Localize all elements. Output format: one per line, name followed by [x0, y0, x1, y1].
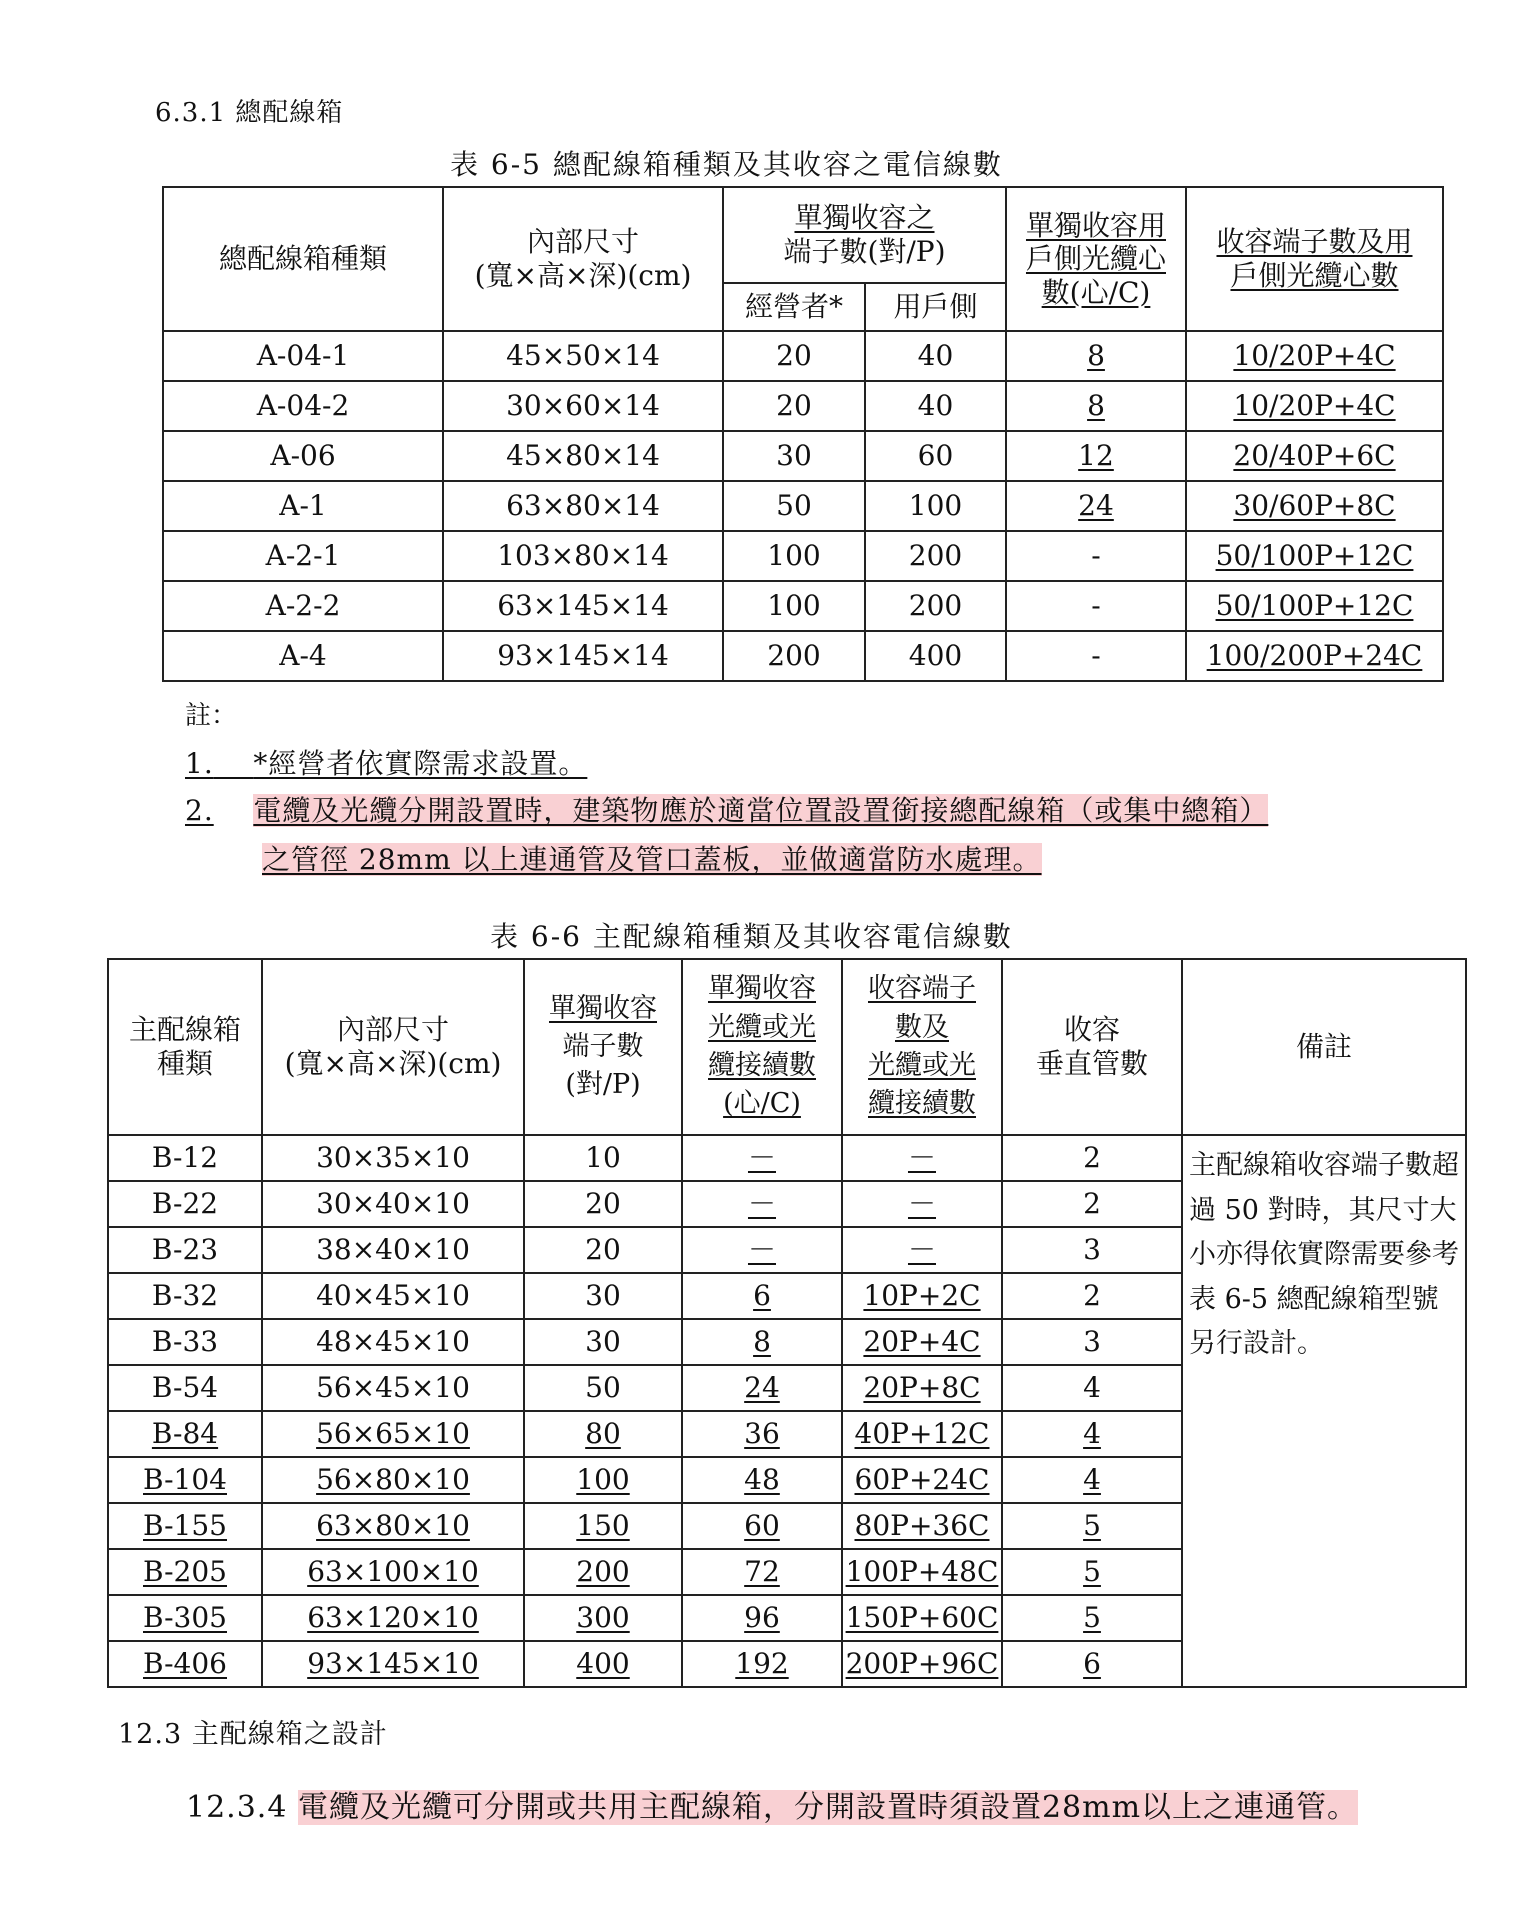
- note-1: [185, 742, 587, 782]
- note-2-number: 2.: [185, 794, 214, 827]
- t2-header-term-l2: 端子數: [562, 1030, 644, 1062]
- t2-cell-size: 30×40×10: [262, 1181, 524, 1227]
- t1-cell-type: A-04-1: [163, 331, 443, 381]
- t2-cell-fiber: 96: [682, 1595, 842, 1641]
- t1-cell-total: 10/20P+4C: [1186, 331, 1443, 381]
- t1-header-single: [723, 187, 1006, 283]
- t2-header-total-l1: 收容端子: [868, 973, 976, 1005]
- t1-cell-user: 400: [865, 631, 1006, 681]
- heading-12-3: 12.3 主配線箱之設計: [118, 1719, 388, 1750]
- t2-cell-fiber: －: [682, 1227, 842, 1273]
- t2-cell-total: －: [842, 1227, 1002, 1273]
- t1-cell-operator: 20: [723, 381, 865, 431]
- t2-header-pipe-l1: 收容: [1063, 1013, 1120, 1047]
- note-2-cont: [262, 838, 1042, 878]
- t1-cell-fiber: -: [1006, 581, 1186, 631]
- t2-header-type-l1: 主配線箱: [128, 1013, 241, 1047]
- t2-cell-size: 40×45×10: [262, 1273, 524, 1319]
- note-2-text-a: 電纜及光纜分開設置時，建築物應於適當位置設置銜接總配線箱（或集中總箱）: [253, 794, 1269, 827]
- t2-cell-total: 20P+4C: [842, 1319, 1002, 1365]
- t2-header-remark: 備註: [1182, 959, 1466, 1135]
- t2-cell-fiber: 36: [682, 1411, 842, 1457]
- t2-cell-pipe: 4: [1002, 1457, 1182, 1503]
- t2-cell-term: 50: [524, 1365, 682, 1411]
- t2-cell-fiber: 192: [682, 1641, 842, 1687]
- t1-cell-type: A-2-1: [163, 531, 443, 581]
- section-heading: 6.3.1 總配線箱: [155, 98, 344, 128]
- t1-cell-type: A-2-2: [163, 581, 443, 631]
- t2-cell-total: 150P+60C: [842, 1595, 1002, 1641]
- t1-cell-type: A-04-2: [163, 381, 443, 431]
- t2-cell-pipe: 5: [1002, 1503, 1182, 1549]
- t2-cell-size: 63×80×10: [262, 1503, 524, 1549]
- t2-header-total-l4: 纜接續數: [868, 1088, 976, 1120]
- t2-cell-total: 40P+12C: [842, 1411, 1002, 1457]
- t2-cell-term: 30: [524, 1273, 682, 1319]
- t1-cell-type: A-06: [163, 431, 443, 481]
- t1-header-total-l1: 收容端子數及用: [1216, 225, 1413, 259]
- t1-cell-fiber: 24: [1006, 481, 1186, 531]
- table-row: [108, 1135, 1466, 1181]
- t2-header-fiber-l2: 光纜或光: [708, 1011, 816, 1043]
- t2-cell-term: 20: [524, 1181, 682, 1227]
- t2-cell-type: B-155: [108, 1503, 262, 1549]
- note-2-text-b: 之管徑 28mm 以上連通管及管口蓋板，並做適當防水處理。: [262, 843, 1042, 876]
- t1-cell-total: 30/60P+8C: [1186, 481, 1443, 531]
- para-12-3-4: [186, 1782, 1358, 1826]
- t2-header-term-l3: (對/P): [565, 1069, 641, 1101]
- t2-header-total-l2: 數及: [895, 1011, 949, 1043]
- t1-cell-total: 20/40P+6C: [1186, 431, 1443, 481]
- t1-header-size-l1: 內部尺寸: [526, 225, 639, 259]
- t2-cell-term: 300: [524, 1595, 682, 1641]
- t2-cell-type: B-406: [108, 1641, 262, 1687]
- t2-cell-size: 93×145×10: [262, 1641, 524, 1687]
- t2-cell-type: B-205: [108, 1549, 262, 1595]
- t2-cell-term: 150: [524, 1503, 682, 1549]
- t2-header-term-l1: 單獨收容: [549, 992, 657, 1024]
- table1-caption: 表 6-5 總配線箱種類及其收容之電信線數: [450, 148, 1003, 181]
- t2-cell-total: 10P+2C: [842, 1273, 1002, 1319]
- t1-cell-type: A-4: [163, 631, 443, 681]
- t1-cell-total: 10/20P+4C: [1186, 381, 1443, 431]
- t1-cell-operator: 100: [723, 531, 865, 581]
- table2-caption: 表 6-6 主配線箱種類及其收容電信線數: [490, 920, 1013, 953]
- t2-cell-pipe: 2: [1002, 1135, 1182, 1181]
- t1-header-fiber-l3: 數(心/C): [1041, 275, 1151, 309]
- table-row: [163, 481, 1443, 531]
- t2-header-fiber-l3: 纜接續數: [708, 1050, 816, 1081]
- t2-cell-term: 400: [524, 1641, 682, 1687]
- t2-cell-type: B-12: [108, 1135, 262, 1181]
- t1-cell-user: 60: [865, 431, 1006, 481]
- t1-header-operator: 經營者*: [723, 283, 865, 331]
- t2-cell-pipe: 5: [1002, 1549, 1182, 1595]
- t2-cell-term: 80: [524, 1411, 682, 1457]
- t1-cell-operator: 50: [723, 481, 865, 531]
- t1-cell-user: 40: [865, 331, 1006, 381]
- t1-cell-size: 63×80×14: [443, 481, 723, 531]
- t1-cell-fiber: 12: [1006, 431, 1186, 481]
- t2-header-fiber-l4: (心/C): [723, 1088, 801, 1120]
- t2-cell-pipe: 5: [1002, 1595, 1182, 1641]
- t2-header-size: [262, 959, 524, 1135]
- t2-cell-term: 200: [524, 1549, 682, 1595]
- t1-cell-operator: 200: [723, 631, 865, 681]
- t2-cell-fiber: －: [682, 1181, 842, 1227]
- table-row: [163, 431, 1443, 481]
- t1-header-user: 用戶側: [865, 283, 1006, 331]
- t2-cell-size: 56×65×10: [262, 1411, 524, 1457]
- t1-cell-size: 45×80×14: [443, 431, 723, 481]
- t1-cell-operator: 100: [723, 581, 865, 631]
- t1-cell-size: 63×145×14: [443, 581, 723, 631]
- t2-cell-type: B-84: [108, 1411, 262, 1457]
- t2-cell-total: －: [842, 1181, 1002, 1227]
- t2-cell-type: B-54: [108, 1365, 262, 1411]
- notes-label: 註：: [185, 701, 238, 731]
- t2-cell-type: B-22: [108, 1181, 262, 1227]
- t1-cell-total: 50/100P+12C: [1186, 531, 1443, 581]
- t1-cell-user: 200: [865, 531, 1006, 581]
- table-row: [163, 631, 1443, 681]
- t2-cell-size: 30×35×10: [262, 1135, 524, 1181]
- t1-cell-fiber: -: [1006, 531, 1186, 581]
- t2-cell-total: 60P+24C: [842, 1457, 1002, 1503]
- t1-header-type: 總配線箱種類: [163, 187, 443, 331]
- t2-cell-term: 100: [524, 1457, 682, 1503]
- t2-cell-fiber: 48: [682, 1457, 842, 1503]
- t2-cell-size: 63×120×10: [262, 1595, 524, 1641]
- t1-cell-user: 40: [865, 381, 1006, 431]
- t2-cell-total: 20P+8C: [842, 1365, 1002, 1411]
- t1-cell-size: 103×80×14: [443, 531, 723, 581]
- t2-header-pipe-l2: 垂直管數: [1035, 1047, 1148, 1080]
- t2-remark-text: 主配線箱收容端子數超過 50 對時，其尺寸大小亦得依實際需要參考表 6-5 總配線箱型號另行設計。: [1182, 1135, 1466, 1687]
- t2-cell-total: 80P+36C: [842, 1503, 1002, 1549]
- table-row: [163, 331, 1443, 381]
- t2-header-term: [524, 959, 682, 1135]
- note-1-number: 1.: [185, 747, 214, 780]
- t2-cell-fiber: 72: [682, 1549, 842, 1595]
- t2-cell-pipe: 4: [1002, 1411, 1182, 1457]
- t2-cell-size: 56×45×10: [262, 1365, 524, 1411]
- t2-cell-size: 63×100×10: [262, 1549, 524, 1595]
- note-1-text: *經營者依實際需求設置。: [253, 747, 588, 780]
- t2-cell-type: B-33: [108, 1319, 262, 1365]
- table-row: [163, 531, 1443, 581]
- t2-cell-fiber: 6: [682, 1273, 842, 1319]
- t1-header-fiber-l1: 單獨收容用: [1025, 208, 1166, 242]
- t2-header-total-l3: 光纜或光: [868, 1050, 976, 1081]
- t2-cell-pipe: 6: [1002, 1641, 1182, 1687]
- t1-header-fiber: [1006, 187, 1186, 331]
- table2: [107, 958, 1467, 1688]
- t2-cell-term: 30: [524, 1319, 682, 1365]
- t2-cell-total: －: [842, 1135, 1002, 1181]
- t1-cell-type: A-1: [163, 481, 443, 531]
- t1-header-single-l2: 端子數(對/P): [783, 235, 946, 268]
- t2-cell-type: B-104: [108, 1457, 262, 1503]
- t2-cell-total: 100P+48C: [842, 1549, 1002, 1595]
- t2-header-size-l2: (寬×高×深)(cm): [284, 1047, 502, 1080]
- t2-cell-type: B-23: [108, 1227, 262, 1273]
- t1-cell-operator: 30: [723, 431, 865, 481]
- t1-cell-size: 45×50×14: [443, 331, 723, 381]
- t2-cell-pipe: 3: [1002, 1319, 1182, 1365]
- t2-cell-pipe: 2: [1002, 1273, 1182, 1319]
- t1-cell-fiber: 8: [1006, 331, 1186, 381]
- t2-cell-fiber: 60: [682, 1503, 842, 1549]
- t2-cell-size: 38×40×10: [262, 1227, 524, 1273]
- t2-cell-pipe: 3: [1002, 1227, 1182, 1273]
- t1-header-size: [443, 187, 723, 331]
- t1-header-fiber-l2: 戶側光纜心: [1025, 242, 1166, 276]
- para-12-3-4-number: 12.3.4: [186, 1790, 288, 1825]
- t2-cell-term: 10: [524, 1135, 682, 1181]
- t1-cell-total: 50/100P+12C: [1186, 581, 1443, 631]
- t1-cell-user: 200: [865, 581, 1006, 631]
- table-row: [163, 581, 1443, 631]
- t1-header-size-l2: (寬×高×深)(cm): [474, 259, 692, 292]
- t2-cell-fiber: 24: [682, 1365, 842, 1411]
- t1-cell-size: 30×60×14: [443, 381, 723, 431]
- t2-cell-size: 56×80×10: [262, 1457, 524, 1503]
- t1-cell-operator: 20: [723, 331, 865, 381]
- t2-cell-total: 200P+96C: [842, 1641, 1002, 1687]
- t2-header-pipe: [1002, 959, 1182, 1135]
- t2-cell-type: B-32: [108, 1273, 262, 1319]
- t1-cell-total: 100/200P+24C: [1186, 631, 1443, 681]
- t2-header-type-l2: 種類: [156, 1047, 213, 1080]
- t2-cell-type: B-305: [108, 1595, 262, 1641]
- note-2: [185, 789, 1268, 829]
- table-row: [163, 381, 1443, 431]
- t1-cell-user: 100: [865, 481, 1006, 531]
- t2-header-type: [108, 959, 262, 1135]
- t2-cell-pipe: 2: [1002, 1181, 1182, 1227]
- t2-cell-size: 48×45×10: [262, 1319, 524, 1365]
- t1-cell-fiber: -: [1006, 631, 1186, 681]
- t2-header-total: [842, 959, 1002, 1135]
- t2-header-fiber: [682, 959, 842, 1135]
- t1-header-total-l2: 戶側光纜心數: [1230, 259, 1399, 292]
- t2-cell-fiber: －: [682, 1135, 842, 1181]
- para-12-3-4-text: 電纜及光纜可分開或共用主配線箱，分開設置時須設置28mm以上之連通管。: [297, 1790, 1359, 1825]
- t1-cell-size: 93×145×14: [443, 631, 723, 681]
- t2-cell-pipe: 4: [1002, 1365, 1182, 1411]
- t2-cell-term: 20: [524, 1227, 682, 1273]
- t1-header-total: [1186, 187, 1443, 331]
- t2-cell-fiber: 8: [682, 1319, 842, 1365]
- table1: [162, 186, 1444, 682]
- t2-header-fiber-l1: 單獨收容: [708, 973, 816, 1005]
- t2-header-size-l1: 內部尺寸: [336, 1013, 449, 1047]
- t1-cell-fiber: 8: [1006, 381, 1186, 431]
- t1-header-single-l1: 單獨收容之: [794, 201, 935, 235]
